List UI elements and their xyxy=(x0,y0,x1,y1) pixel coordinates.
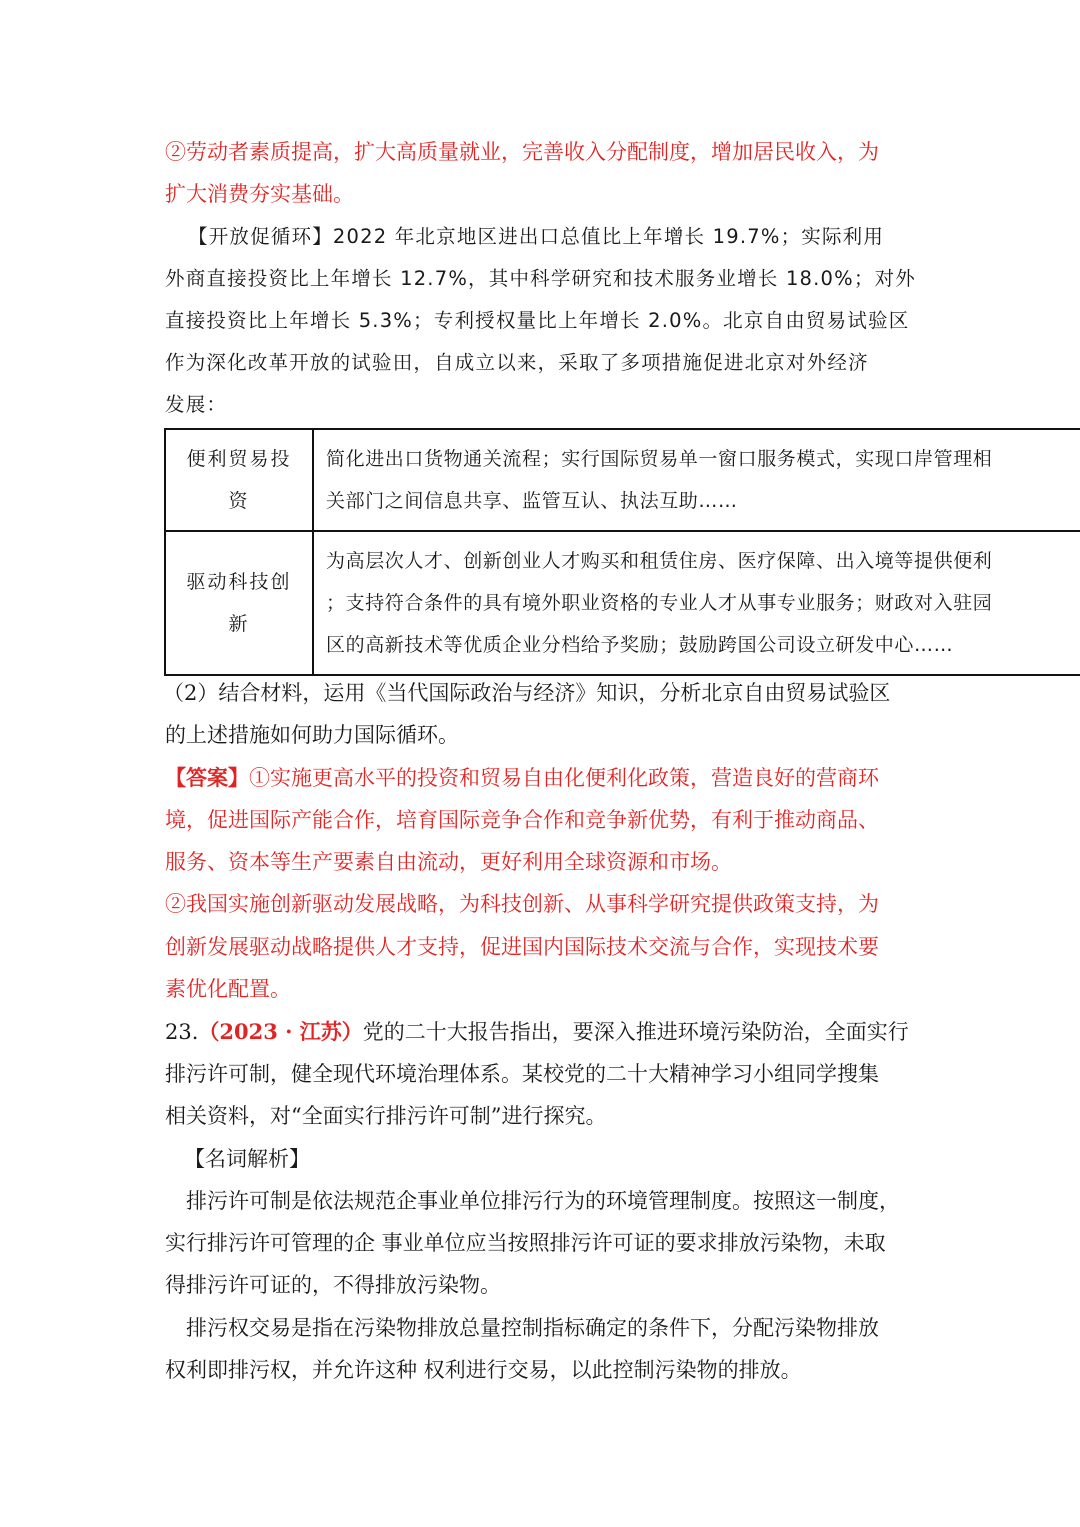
label-line: 便利贸易投 xyxy=(186,448,292,470)
definition-text-line: 得排污许可证的，不得排放污染物。 xyxy=(165,1273,501,1297)
material-text-line: 直接投资比上年增长 5.3%；专利授权量比上年增长 2.0%。北京自由贸易试验区 xyxy=(165,309,910,332)
table-row-content xyxy=(313,531,1080,675)
table-row xyxy=(165,429,1080,531)
answer-text-line: 境，促进国际产能合作，培育国际竞争合作和竞争新优势，有利于推动商品、 xyxy=(165,808,879,832)
answer-text-line: 创新发展驱动战略提供人才支持，促进国内国际技术交流与合作，实现技术要 xyxy=(165,935,879,959)
section-heading: 【名词解析】 xyxy=(184,1147,310,1171)
material-text-line: 发展： xyxy=(165,393,228,416)
measures-table xyxy=(164,428,1080,676)
table-row xyxy=(165,531,1080,675)
answer-text-line: ②劳动者素质提高，扩大高质量就业，完善收入分配制度，增加居民收入，为 xyxy=(165,140,879,164)
answer-text-line: 扩大消费夯实基础。 xyxy=(165,182,354,206)
question-source: （2023 · 江苏） xyxy=(198,1019,363,1044)
content-line: 区的高新技术等优质企业分档给予奖励；鼓励跨国公司设立研发中心…… xyxy=(326,634,954,656)
definition-text-line: 权利即排污权，并允许这种 权利进行交易，以此控制污染物的排放。 xyxy=(165,1358,802,1382)
content-line: 简化进出口货物通关流程；实行国际贸易单一窗口服务模式，实现口岸管理相 xyxy=(326,448,993,470)
answer-text-line: 服务、资本等生产要素自由流动，更好利用全球资源和市场。 xyxy=(165,850,732,874)
answer-text-line: ②我国实施创新驱动发展战略，为科技创新、从事科学研究提供政策支持，为 xyxy=(165,892,879,916)
question-23-line: 相关资料，对“全面实行排污许可制”进行探究。 xyxy=(165,1104,607,1128)
label-line: 驱动科技创 xyxy=(186,571,292,593)
definition-text-line: 实行排污许可管理的企 事业单位应当按照排污许可证的要求排放污染物，未取 xyxy=(165,1231,886,1255)
content-line: 关部门之间信息共享、监管互认、执法互助…… xyxy=(326,490,738,512)
material-text-line: 【开放促循环】2022 年北京地区进出口总值比上年增长 19.7%；实际利用 xyxy=(188,225,885,248)
definition-text-line: 排污权交易是指在污染物排放总量控制指标确定的条件下，分配污染物排放 xyxy=(186,1316,879,1340)
question-text-line: （2）结合材料，运用《当代国际政治与经济》知识，分析北京自由贸易试验区 xyxy=(163,681,891,705)
answer-tag: 【答案】 xyxy=(165,765,249,790)
answer-text-line: 素优化配置。 xyxy=(165,977,291,1001)
question-23-line: 排污许可制，健全现代环境治理体系。某校党的二十大精神学习小组同学搜集 xyxy=(165,1062,879,1086)
label-line: 资 xyxy=(228,490,250,512)
table-row-label xyxy=(165,531,313,675)
question-number: 23. xyxy=(165,1020,199,1044)
material-text-line: 作为深化改革开放的试验田，自成立以来，采取了多项措施促进北京对外经济 xyxy=(165,351,869,374)
question-text-line: 的上述措施如何助力国际循环。 xyxy=(165,723,459,747)
label-line: 新 xyxy=(228,613,250,635)
answer-text: ①实施更高水平的投资和贸易自由化便利化政策，营造良好的营商环 xyxy=(249,766,879,790)
table-row-content xyxy=(313,429,1080,531)
question-23-line xyxy=(165,1017,909,1047)
material-text-line: 外商直接投资比上年增长 12.7%，其中科学研究和技术服务业增长 18.0%；对外 xyxy=(165,267,916,290)
content-line: ；支持符合条件的具有境外职业资格的专业人才从事专业服务；财政对入驻园 xyxy=(326,592,993,614)
question-text: 党的二十大报告指出，要深入推进环境污染防治，全面实行 xyxy=(362,1020,909,1044)
content-line: 为高层次人才、创新创业人才购买和租赁住房、医疗保障、出入境等提供便利 xyxy=(326,550,993,572)
definition-text-line: 排污许可制是依法规范企事业单位排污行为的环境管理制度。按照这一制度， xyxy=(186,1189,900,1213)
table-row-label xyxy=(165,429,313,531)
answer-text-line xyxy=(165,763,879,793)
